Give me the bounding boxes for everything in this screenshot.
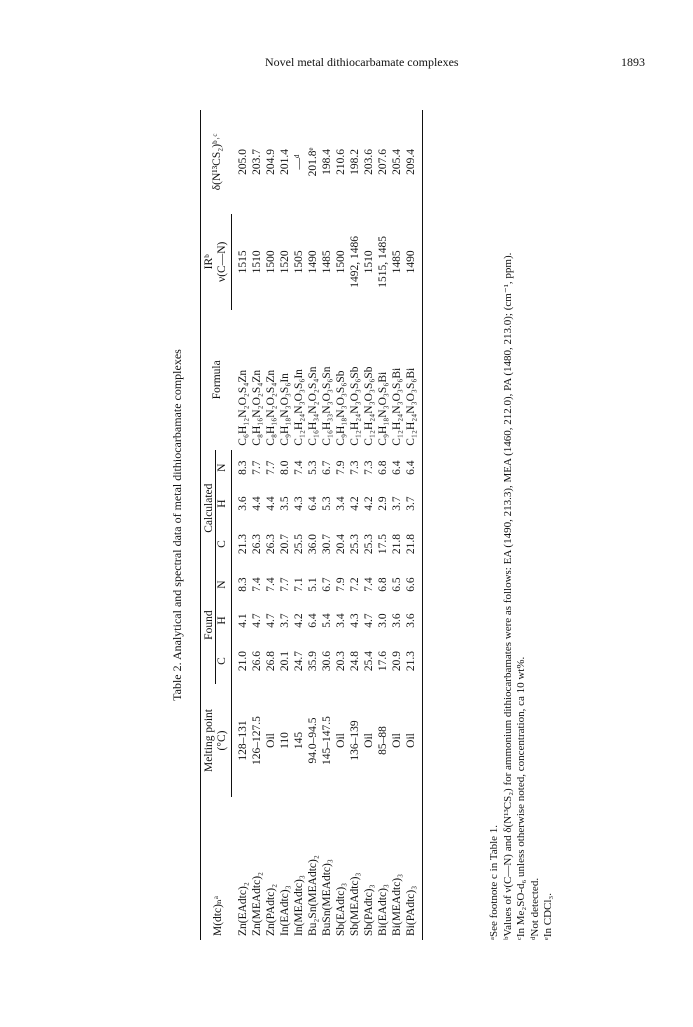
rotated-table-block [170, 95, 685, 955]
cell-calc-n: 5.3 [307, 460, 319, 475]
cell-found-n: 7.4 [363, 577, 375, 592]
col-formula: Formula [211, 360, 224, 400]
cell-ir: 1490 [307, 250, 319, 274]
cell-nmr: 203.7 [251, 149, 263, 175]
cell-found-n: 7.2 [349, 577, 361, 592]
cell-found-n: 7.4 [265, 577, 277, 592]
col-found-n: N [216, 567, 232, 603]
cell-calc-h: 4.2 [363, 496, 375, 511]
cell-ir: 1485 [321, 250, 333, 274]
cell-compound: Zn(MEAdtc)₂ [251, 871, 263, 936]
cell-found-c: 21.0 [237, 650, 249, 672]
cell-nmr: 205.4 [391, 149, 403, 175]
cell-calc-c: 21.3 [237, 534, 249, 555]
cell-ir: 1492, 1486 [349, 235, 361, 288]
cell-compound: In(EAdtc)₃ [279, 885, 291, 936]
cell-nmr: 198.4 [321, 149, 333, 175]
cell-compound: Bi(PAdtc)₃ [404, 797, 423, 940]
cell-calc-n: 8.3 [237, 460, 249, 475]
cell-nmr: 207.6 [377, 149, 389, 175]
cell-calc-c: 20.7 [279, 534, 291, 555]
cell-compound: Sb(EAdtc)₃ [335, 882, 347, 936]
cell-calc-h: 3.4 [335, 496, 347, 511]
table-row [264, 110, 278, 940]
cell-found-h: 6.4 [307, 613, 319, 628]
cell-formula: C₈H₁₆N₂O₂S₄Zn [265, 369, 277, 446]
cell-calc-h: 3.5 [279, 496, 291, 511]
cell-formula: C₁₂H₂₄N₃O₃S₆Bi [391, 367, 403, 446]
col-calc-n: N [216, 450, 232, 486]
cell-calc-c: 17.5 [377, 534, 389, 555]
cell-nmr: 201.4 [279, 149, 291, 175]
data-table [200, 110, 423, 940]
cell-calc-n: 7.7 [251, 460, 263, 475]
cell-melting-point: Oil [335, 733, 347, 748]
cell-found-c: 26.8 [265, 650, 277, 672]
cell-melting-point: Oil [265, 733, 277, 748]
cell-calc-n: 6.8 [377, 460, 389, 475]
cell-formula: C₈H₁₆N₂O₂S₄Zn [251, 369, 263, 446]
col-ir: IRᵇ [203, 254, 216, 270]
cell-found-h: 3.7 [279, 613, 291, 628]
cell-melting-point: 145 [293, 731, 305, 750]
cell-nmr: 203.6 [363, 149, 375, 175]
cell-calc-n: 7.9 [335, 460, 347, 475]
table-caption: Table 2. Analytical and spectral data of metal dithiocarbamate complexes [170, 349, 184, 701]
cell-found-h: 4.7 [251, 613, 263, 628]
table-row [320, 110, 334, 940]
table-row [250, 110, 264, 940]
cell-compound: BuSn(MEAdtc)₃ [321, 859, 333, 936]
table-footnotes [488, 253, 556, 940]
cell-calc-h: 3.7 [404, 486, 423, 522]
footnote: ᵉIn CDCl₃. [542, 893, 554, 940]
cell-calc-n: 7.4 [293, 460, 305, 475]
cell-found-h: 4.3 [349, 613, 361, 628]
cell-ir: 1520 [279, 250, 291, 274]
cell-melting-point: 145–147.5 [321, 716, 333, 765]
cell-compound: Sb(PAdtc)₃ [363, 884, 375, 936]
table-row [334, 110, 348, 940]
footnote: ᵃSee footnote c in Table 1. [488, 824, 500, 940]
col-calc-c: C [216, 522, 232, 567]
cell-nmr: —ᵈ [293, 154, 305, 170]
cell-compound: Bi(EAdtc)₃ [377, 884, 389, 936]
cell-calc-h: 3.7 [391, 496, 403, 511]
header-row-1 [201, 110, 216, 940]
table-row [376, 110, 390, 940]
cell-found-c: 17.6 [377, 650, 389, 672]
cell-found-n: 7.9 [335, 577, 347, 592]
cell-ir: 1515, 1485 [377, 235, 389, 288]
cell-formula: C₉H₁₈N₃O₃S₆Sb [335, 370, 347, 446]
cell-ir: 1500 [265, 250, 277, 274]
cell-compound: Zn(EAdtc)₂ [236, 882, 249, 936]
cell-calc-c: 21.8 [404, 522, 423, 567]
cell-found-c: 20.9 [391, 650, 403, 672]
cell-found-h: 3.4 [335, 613, 347, 628]
cell-calc-c: 36.0 [307, 534, 319, 555]
col-mp-unit: (°C) [216, 684, 232, 798]
cell-compound: Bi(MEAdtc)₃ [391, 873, 403, 936]
cell-found-n: 6.5 [391, 577, 403, 592]
cell-calc-n: 7.3 [349, 460, 361, 475]
cell-ir: 1490 [404, 214, 423, 310]
col-found-c: C [216, 638, 232, 683]
cell-found-h: 3.6 [404, 603, 423, 639]
cell-calc-h: 4.4 [265, 496, 277, 511]
cell-melting-point: Oil [404, 684, 423, 798]
cell-ir: 1485 [391, 250, 403, 274]
cell-formula: C₁₂H₂₄N₃O₃S₆Sb [363, 366, 375, 446]
cell-found-c: 20.3 [335, 650, 347, 672]
cell-melting-point: 85–88 [377, 726, 389, 755]
cell-found-h: 4.1 [237, 613, 249, 628]
cell-compound: In(MEAdtc)₃ [293, 875, 305, 936]
cell-calc-c: 20.4 [335, 534, 347, 555]
col-ir-unit: ν(C—N) [216, 214, 232, 310]
cell-calc-c: 26.3 [251, 534, 263, 555]
cell-found-n: 6.7 [321, 577, 333, 592]
cell-calc-n: 6.4 [391, 460, 403, 475]
col-nmr: δ(N¹³CS₂)ᵇ˒ᶜ [211, 133, 224, 191]
cell-formula: C₁₂H₂₄N₃O₃S₆In [293, 369, 305, 446]
cell-calc-c: 21.8 [391, 534, 403, 555]
table-row [348, 110, 362, 940]
col-mp: Melting point [203, 709, 216, 772]
cell-calc-h: 3.6 [237, 496, 249, 511]
cell-found-h: 4.2 [293, 613, 305, 628]
cell-calc-n: 6.4 [404, 450, 423, 486]
cell-melting-point: Oil [391, 733, 403, 748]
cell-found-n: 6.8 [377, 577, 389, 592]
cell-found-c: 21.3 [404, 638, 423, 683]
cell-calc-h: 6.4 [307, 496, 319, 511]
cell-found-c: 24.7 [293, 650, 305, 672]
cell-nmr: 204.9 [265, 149, 277, 175]
cell-calc-c: 25.3 [349, 534, 361, 555]
table-row [404, 110, 423, 940]
cell-found-n: 7.1 [293, 577, 305, 592]
cell-ir: 1505 [293, 250, 305, 274]
table-row [306, 110, 320, 940]
table-row [232, 110, 251, 940]
cell-calc-h: 4.2 [349, 496, 361, 511]
cell-calc-h: 5.3 [321, 496, 333, 511]
cell-calc-n: 8.0 [279, 460, 291, 475]
cell-calc-h: 2.9 [377, 496, 389, 511]
cell-ir: 1500 [335, 250, 347, 274]
cell-formula: C₁₂H₂₄N₃O₃S₆Sb [349, 366, 361, 446]
cell-calc-n: 6.7 [321, 460, 333, 475]
cell-nmr: 198.2 [349, 149, 361, 175]
cell-calc-c: 26.3 [265, 534, 277, 555]
cell-found-c: 30.6 [321, 650, 333, 672]
cell-found-n: 6.6 [404, 567, 423, 603]
cell-calc-n: 7.3 [363, 460, 375, 475]
cell-found-h: 4.7 [363, 613, 375, 628]
cell-compound: Sb(MEAdtc)₃ [349, 872, 361, 936]
col-found: Found [201, 567, 216, 684]
table-row [278, 110, 292, 940]
cell-melting-point: 128–131 [237, 720, 249, 761]
cell-calc-n: 7.7 [265, 460, 277, 475]
cell-calc-c: 25.3 [363, 534, 375, 555]
table-row [362, 110, 376, 940]
col-compound: M(dtc)ₙᵃ [212, 895, 225, 936]
cell-calc-h: 4.3 [293, 496, 305, 511]
cell-found-n: 7.7 [279, 577, 291, 592]
col-calculated: Calculated [201, 450, 216, 567]
cell-found-c: 35.9 [307, 650, 319, 672]
cell-found-c: 20.1 [279, 650, 291, 672]
cell-found-h: 4.7 [265, 613, 277, 628]
table-row [292, 110, 306, 940]
cell-found-c: 26.6 [251, 650, 263, 672]
footnote: ᵇValues of ν(C—N) and δ(N¹³CS₂) for ammonium dithiocarbamates were as follows: EA (1490, 213.3), MEA (1460, 212.0), PA (1480, 213.0); (cm⁻¹, ppm). [501, 252, 514, 940]
col-calc-h: H [216, 486, 232, 522]
table-body [232, 110, 423, 940]
running-header-title: Novel metal dithiocarbamate complexes [265, 55, 459, 69]
cell-found-c: 24.8 [349, 650, 361, 672]
col-found-h: H [216, 603, 232, 639]
cell-nmr: 205.0 [236, 149, 249, 175]
cell-found-n: 7.4 [251, 577, 263, 592]
footnote: ᵈNot detected. [528, 877, 541, 940]
cell-found-h: 5.4 [321, 613, 333, 628]
cell-found-c: 25.4 [363, 650, 375, 672]
cell-found-n: 5.1 [307, 577, 319, 592]
cell-nmr: 210.6 [335, 149, 347, 175]
cell-compound: Bu₂Sn(MEAdtc)₂ [307, 855, 319, 936]
table-row [390, 110, 404, 940]
cell-ir: 1515 [237, 250, 249, 274]
cell-formula: C₁₆H₃₄N₂O₂S₄Sn [307, 366, 319, 446]
cell-formula: C₁₆H₃₃N₃O₃S₆Sn [321, 366, 333, 446]
cell-formula: C₆H₁₂N₂O₂S₄Zn [236, 369, 249, 446]
cell-formula: C₉H₁₈N₃O₃S₆In [279, 373, 291, 446]
cell-found-n: 8.3 [237, 577, 249, 592]
cell-nmr: 209.4 [404, 110, 423, 214]
page-number: 1893 [621, 55, 645, 69]
cell-formula: C₉H₁₈N₃O₃S₆Bi [377, 371, 389, 446]
cell-found-h: 3.0 [377, 613, 389, 628]
cell-melting-point: Oil [363, 733, 375, 748]
cell-nmr: 201.8ᵉ [307, 147, 319, 177]
cell-melting-point: 126–127.5 [251, 716, 263, 765]
footnote: ᶜIn Me₂SO-d₆ unless otherwise noted, concentration, ca 10 wt%. [515, 656, 527, 940]
cell-ir: 1510 [251, 250, 263, 274]
cell-ir: 1510 [363, 250, 375, 274]
cell-found-h: 3.6 [391, 613, 403, 628]
cell-melting-point: 110 [279, 732, 291, 749]
cell-melting-point: 136–139 [349, 720, 361, 761]
cell-melting-point: 94.0–94.5 [307, 717, 319, 764]
cell-calc-h: 4.4 [251, 496, 263, 511]
cell-formula: C₁₂H₂₄N₃O₃S₆Bi [404, 310, 423, 450]
cell-calc-c: 30.7 [321, 534, 333, 555]
cell-compound: Zn(PAdtc)₂ [265, 883, 277, 936]
cell-calc-c: 25.5 [293, 534, 305, 555]
